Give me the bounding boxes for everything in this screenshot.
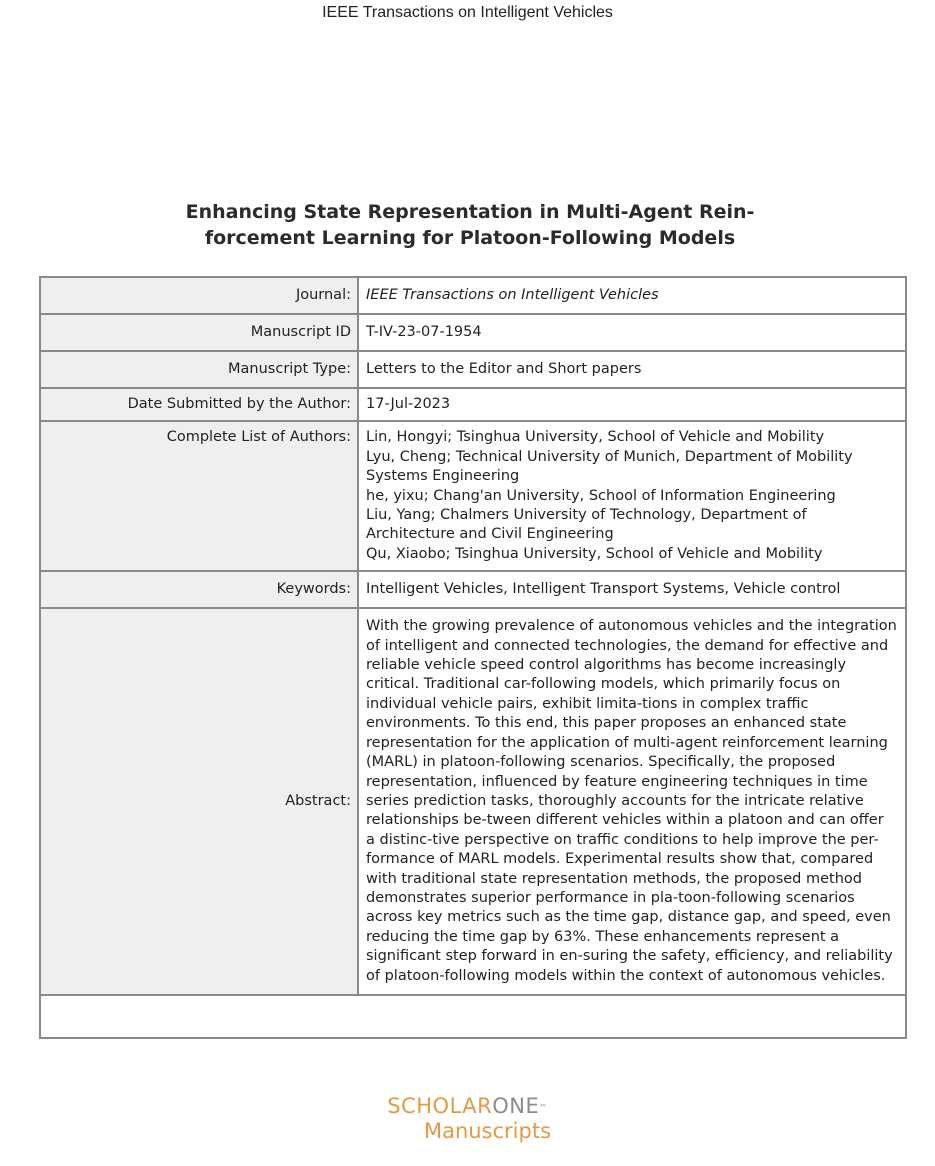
keywords-row <box>40 571 906 608</box>
logo-scholar-text: SCHOLAR <box>387 1094 493 1118</box>
journal-value: IEEE Transactions on Intelligent Vehicles <box>358 277 906 314</box>
author-line: Systems Engineering <box>366 468 520 485</box>
author-line: Lyu, Cheng; Technical University of Munich, Department of Mobility <box>366 448 853 465</box>
logo-manuscripts-text: Manuscripts <box>423 1119 552 1143</box>
manuscript-type-value: Letters to the Editor and Short papers <box>358 351 906 388</box>
date-submitted-label: Date Submitted by the Author: <box>40 388 358 421</box>
abstract-value: With the growing prevalence of autonomous vehicles and the integration of intelligent and connected technologies, the demand for effective and reliable vehicle speed control algorithms has become increasingly critical. Traditional car-following models, which primarily focus on individual vehicle pairs, exhibit limita-tions in complex traffic environments. To this end, this paper proposes an enhanced state representation for the application of multi-agent reinforcement learning (MARL) in platoon-following scenarios. Specifically, the proposed representation, influenced by feature engineering techniques in time series prediction tasks, thoroughly accounts for the intricate relative relationships be-tween different vehicles within a platoon and can offer a distinc-tive perspective on traffic conditions to help improve the per-formance of MARL models. Experimental results show that, compared with traditional state representation methods, the proposed method demonstrates superior performance in pla-toon-following scenarios across key metrics such as the time gap, distance gap, and speed, even reducing the time gap by 63%. These enhancements represent a significant step forward in en-suring the safety, efficiency, and reliability of platoon-following models within the context of autonomous vehicles. <box>358 608 906 995</box>
authors-value <box>358 421 906 571</box>
paper-title-line-1: Enhancing State Representation in Multi-Agent Rein- <box>185 201 755 223</box>
paper-title-line-2: forcement Learning for Platoon-Following Models <box>204 227 736 249</box>
abstract-label: Abstract: <box>40 608 358 995</box>
author-line: Architecture and Civil Engineering <box>366 526 614 543</box>
abstract-row <box>40 608 906 995</box>
keywords-value: Intelligent Vehicles, Intelligent Transport Systems, Vehicle control <box>358 571 906 608</box>
journal-row <box>40 277 906 314</box>
logo-one-text: ONE <box>492 1094 540 1118</box>
date-submitted-value: 17-Jul-2023 <box>358 388 906 421</box>
manuscript-id-label: Manuscript ID <box>40 314 358 351</box>
manuscript-metadata-table <box>39 276 907 1039</box>
author-line: he, yixu; Chang'an University, School of Information Engineering <box>366 487 836 504</box>
author-line: Liu, Yang; Chalmers University of Technology, Department of <box>366 507 807 524</box>
scholarone-logo <box>0 1094 935 1144</box>
journal-header: IEEE Transactions on Intelligent Vehicles <box>322 4 613 21</box>
authors-label: Complete List of Authors: <box>40 421 358 571</box>
manuscript-id-row <box>40 314 906 351</box>
author-line: Lin, Hongyi; Tsinghua University, School of Vehicle and Mobility <box>366 429 825 446</box>
trademark-icon: ™ <box>539 1103 548 1112</box>
paper-title <box>100 199 840 251</box>
manuscript-type-row <box>40 351 906 388</box>
authors-row <box>40 421 906 571</box>
keywords-label: Keywords: <box>40 571 358 608</box>
manuscript-id-value: T-IV-23-07-1954 <box>358 314 906 351</box>
empty-row <box>40 995 906 1038</box>
author-line: Qu, Xiaobo; Tsinghua University, School of Vehicle and Mobility <box>366 545 823 562</box>
journal-label: Journal: <box>40 277 358 314</box>
scholarone-wordmark <box>0 1094 935 1118</box>
manuscript-type-label: Manuscript Type: <box>40 351 358 388</box>
empty-cell <box>40 995 906 1038</box>
date-submitted-row <box>40 388 906 421</box>
